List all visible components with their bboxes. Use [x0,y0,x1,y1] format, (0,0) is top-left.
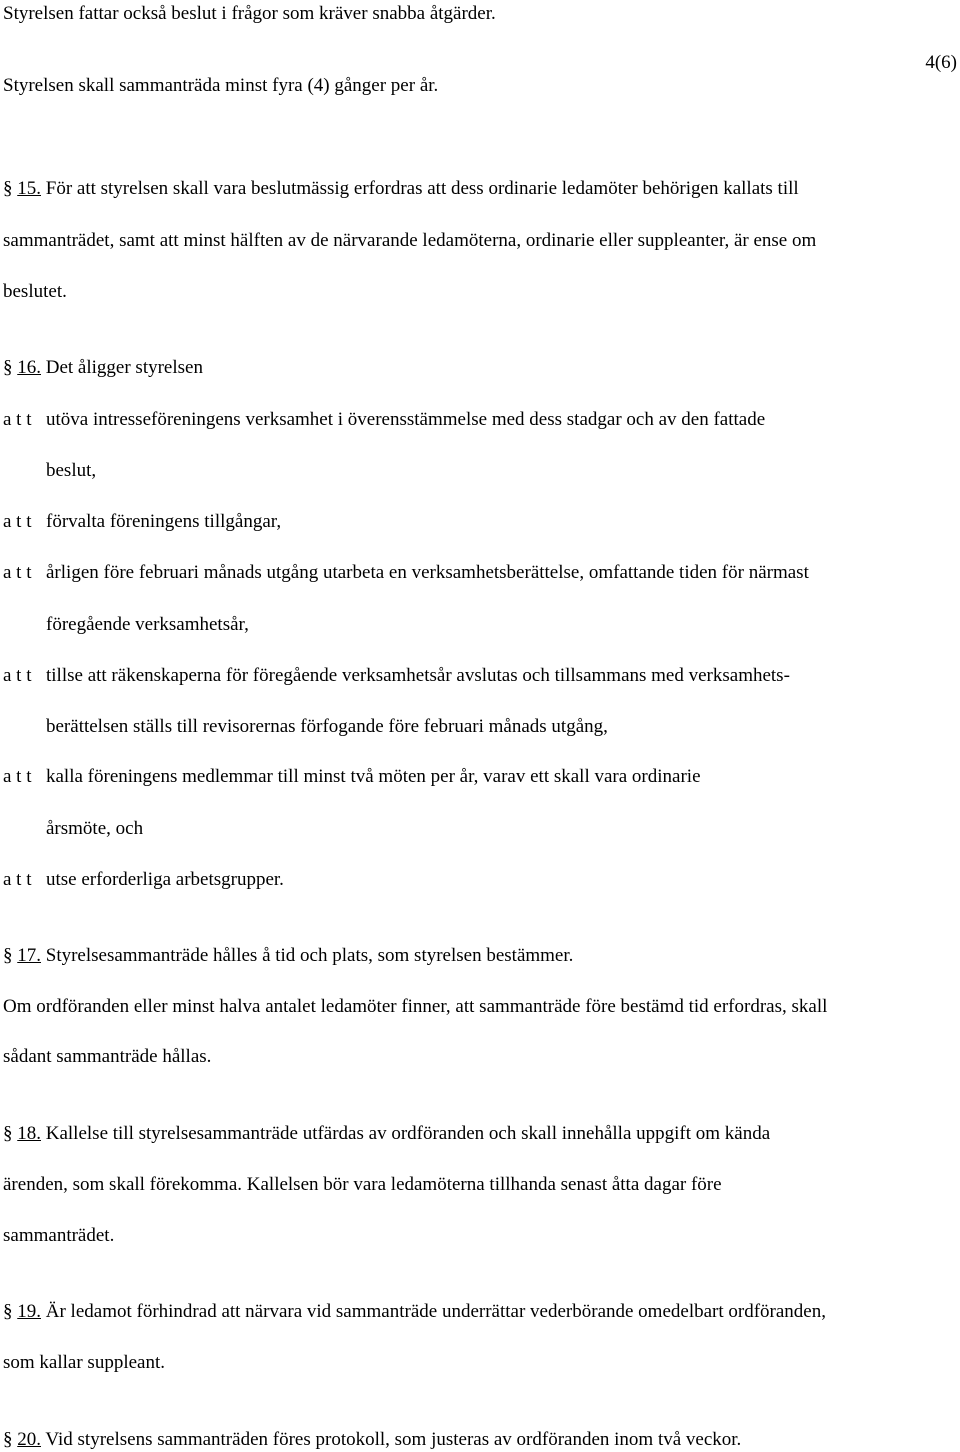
section-17-heading-text: Styrelsesammanträde hålles å tid och plats, som styrelsen bestämmer. [45,945,574,966]
duty-4-line-2: berättelsen ställs till revisorernas förfogande före februari månads utgång, [46,716,608,737]
section-18-first-line [3,1123,770,1145]
duty-1-line-2: beslut, [46,460,97,481]
section-15-number: 15. [17,178,41,199]
section-17-number: 17. [17,945,41,966]
duty-3-line-2: föregående verksamhetsår, [46,614,249,635]
section-16-heading-text: Det åligger styrelsen [45,357,203,378]
duty-3-line-1: årligen före februari månads utgång utarbeta en verksamhetsberättelse, omfattande tiden för närmast [46,562,809,583]
duty-6-line-1: utse erforderliga arbetsgrupper. [46,869,284,890]
duty-5-line-2: årsmöte, och [46,818,144,839]
section-18-line-2: ärenden, som skall förekomma. Kallelsen bör vara ledamöterna tillhanda senast åtta dagar före [3,1174,722,1195]
section-20-number: 20. [17,1429,41,1450]
att-label: a t t [3,511,32,532]
section-sign: § [3,1123,13,1144]
section-19-first-line [3,1301,826,1323]
section-15-first-line [3,178,799,200]
section-20-text: Vid styrelsens sammanträden föres protokoll, som justeras av ordföranden inom två veckor. [45,1429,742,1450]
duty-2-line-1: förvalta föreningens tillgångar, [46,511,282,532]
att-label: a t t [3,409,32,430]
section-18-text: Kallelse till styrelsesammanträde utfärdas av ordföranden och skall innehålla uppgift om kända [45,1123,771,1144]
duty-1-line-1: utöva intresseföreningens verksamhet i överensstämmelse med dess stadgar och av den fattade [46,409,766,430]
section-19-text: Är ledamot förhindrad att närvara vid sammanträde underrättar vederbörande omedelbart ordföranden, [45,1301,826,1322]
page-number: 4(6) [925,52,957,73]
att-label: a t t [3,766,32,787]
section-16-number: 16. [17,357,41,378]
section-18-number: 18. [17,1123,41,1144]
duty-5-line-1: kalla föreningens medlemmar till minst två möten per år, varav ett skall vara ordinarie [46,766,701,787]
att-label: a t t [3,562,32,583]
section-17-line-1: Om ordföranden eller minst halva antalet ledamöter finner, att sammanträde före bestämd tid erfordras, skall [3,996,828,1017]
section-sign: § [3,945,13,966]
section-20-line [3,1429,741,1451]
att-label: a t t [3,665,32,686]
section-sign: § [3,178,13,199]
section-19-number: 19. [17,1301,41,1322]
section-17-heading [3,945,573,967]
intro-line-2: Styrelsen skall sammanträda minst fyra (4) gånger per år. [3,75,439,96]
section-sign: § [3,357,13,378]
section-15-line-2: sammanträdet, samt att minst hälften av de närvarande ledamöterna, ordinarie eller suppleanter, är ense om [3,230,817,251]
intro-line-1: Styrelsen fattar också beslut i frågor som kräver snabba åtgärder. [3,3,496,24]
section-19-line-2: som kallar suppleant. [3,1352,165,1373]
section-15-line-3: beslutet. [3,281,67,302]
section-18-line-3: sammanträdet. [3,1225,115,1246]
duty-4-line-1: tillse att räkenskaperna för föregående verksamhetsår avslutas och tillsammans med verksamhets- [46,665,790,686]
section-15-text: För att styrelsen skall vara beslutmässig erfordras att dess ordinarie ledamöter behörigen kallats till [45,178,799,199]
section-sign: § [3,1429,13,1450]
section-sign: § [3,1301,13,1322]
section-16-heading [3,357,203,379]
section-17-line-2: sådant sammanträde hållas. [3,1046,212,1067]
att-label: a t t [3,869,32,890]
